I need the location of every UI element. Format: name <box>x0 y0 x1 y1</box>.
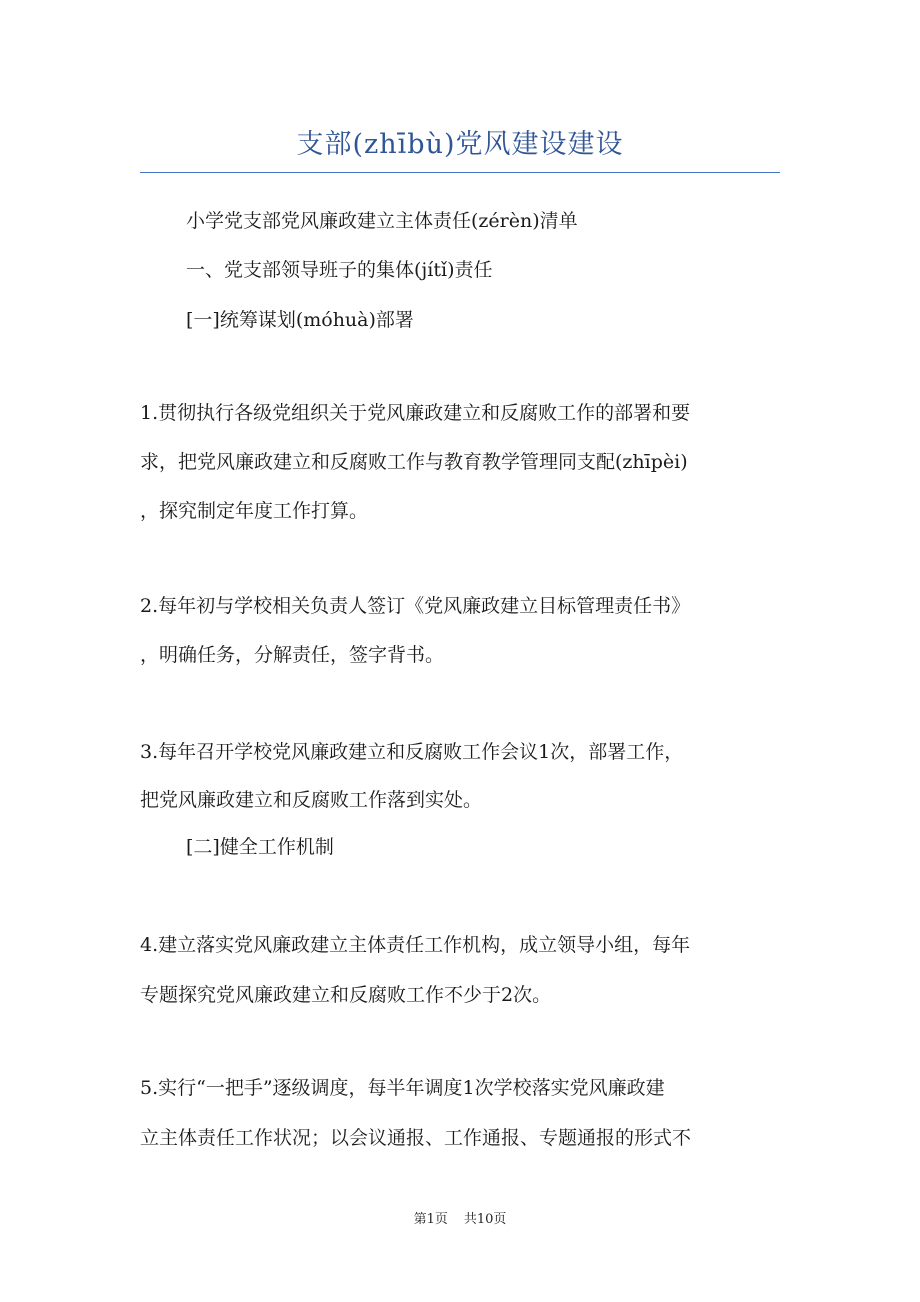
paragraph-line: ，明确任务，分解责任，签字背书。 <box>140 644 445 666</box>
paragraph-line: 3.每年召开学校党风廉政建立和反腐败工作会议1次，部署工作， <box>140 741 684 763</box>
subtitle-line: 小学党支部党风廉政建立主体责任(zérèn)清单 <box>186 210 578 232</box>
paragraph-line: 求，把党风廉政建立和反腐败工作与教育教学管理同支配(zhīpèi) <box>140 451 688 473</box>
page-total: 共10页 <box>463 1212 507 1227</box>
subsection-heading: [一]统筹谋划(móhuà)部署 <box>186 309 414 331</box>
document-title: 支部(zhībù)党风建设建设 <box>296 129 624 160</box>
paragraph-line: ，探究制定年度工作打算。 <box>140 500 369 522</box>
subsection-heading: [二]健全工作机制 <box>186 836 334 858</box>
section-heading: 一、党支部领导班子的集体(jítǐ)责任 <box>186 259 493 281</box>
paragraph-line: 4.建立落实党风廉政建立主体责任工作机构，成立领导小组，每年 <box>140 934 691 956</box>
page-number: 第1页 <box>413 1212 448 1227</box>
page-footer <box>0 1208 920 1227</box>
paragraph-line: 2.每年初与学校相关负责人签订《党风廉政建立目标管理责任书》 <box>140 595 691 617</box>
title-underline <box>140 172 780 173</box>
paragraph-line: 5.实行“一把手”逐级调度，每半年调度1次学校落实党风廉政建 <box>140 1077 665 1099</box>
paragraph-line: 1.贯彻执行各级党组织关于党风廉政建立和反腐败工作的部署和要 <box>140 402 691 424</box>
paragraph-line: 立主体责任工作状况；以会议通报、工作通报、专题通报的形式不 <box>140 1127 692 1149</box>
paragraph-line: 专题探究党风廉政建立和反腐败工作不少于2次。 <box>140 984 552 1006</box>
paragraph-line: 把党风廉政建立和反腐败工作落到实处。 <box>140 789 483 811</box>
